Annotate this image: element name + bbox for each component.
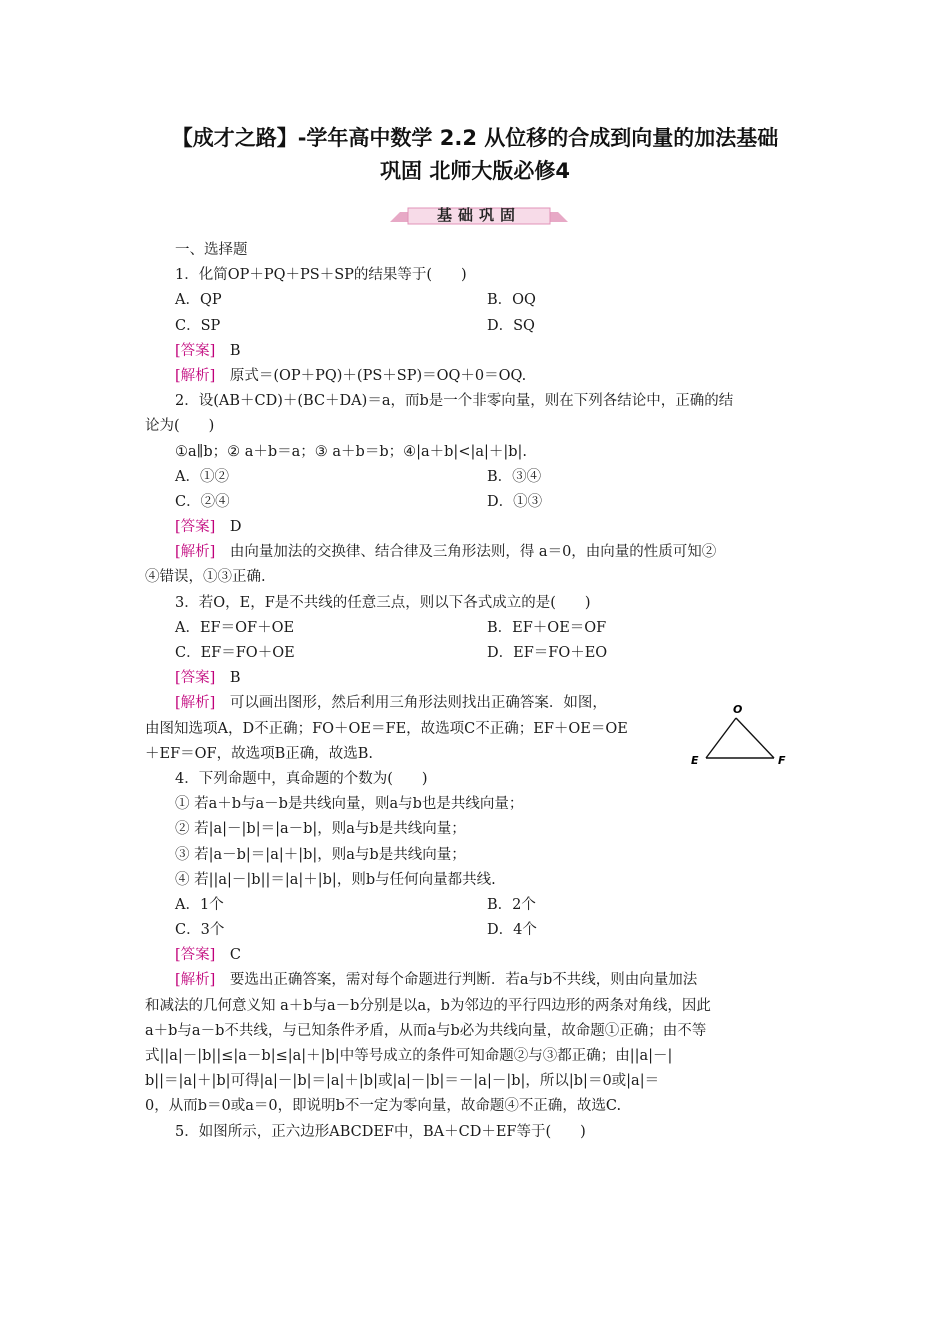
q3-option-d: D．EF＝FO＋EO: [487, 645, 608, 661]
q2-option-d: D．①③: [487, 493, 543, 510]
q3-option-b: B．EF＋OE＝OF: [487, 619, 607, 636]
q4-option-a: A．1个: [175, 896, 224, 913]
section-banner: [390, 206, 568, 226]
q4-options-row-1: [145, 893, 805, 918]
analysis-tag: [解析]: [175, 972, 216, 989]
q4-item-1: ① 若a＋b与a－b是共线向量，则a与b也是共线向量；: [175, 796, 524, 813]
q3-option-c: C．EF＝FO＋OE: [175, 645, 295, 661]
q3-options-row-2: [145, 641, 805, 666]
q2-analysis-text-1: 由向量加法的交换律、结合律及三角形法则，得 a＝0，由向量的性质可知②: [215, 544, 717, 561]
q2-options-row-2: [145, 490, 805, 515]
title-line-2: 巩固 北师大版必修4: [380, 159, 570, 183]
answer-tag: [答案]: [175, 519, 216, 536]
q4-analysis-line-5: b||＝|a|＋|b|可得|a|－|b|＝|a|＋|b|或|a|－|b|＝－|a|－|b|，所以|b|＝0或|a|＝: [145, 1073, 660, 1090]
q2-stem-line-1: 2．设(AB＋CD)＋(BC＋DA)＝a，而b是一个非零向量，则在下列各结论中，正确的结: [175, 393, 734, 410]
q4-analysis-line-2: 和减法的几何意义知 a＋b与a－b分别是以a，b为邻边的平行四边形的两条对角线，因此: [145, 997, 711, 1014]
q4-analysis-text-1: 要选出正确答案，需对每个命题进行判断．若a与b不共线，则由向量加法: [215, 972, 698, 989]
q2-analysis-line-2: ④错误，①③正确.: [145, 569, 266, 586]
q4-analysis-line-1: [145, 968, 805, 993]
q5-stem: 5．如图所示，正六边形ABCDEF中，BA＋CD＋EF等于( ): [175, 1123, 586, 1140]
q3-analysis-line-3: ＋EF＝OF，故选项B正确，故选B.: [145, 745, 374, 762]
q4-stem: 4．下列命题中，真命题的个数为( ): [175, 770, 428, 787]
q4-analysis-line-4: 式||a|－|b||≤|a－b|≤|a|＋|b|中等号成立的条件可知命题②与③都正确；由||a|－|: [145, 1048, 673, 1064]
q1-options-row-2: [145, 314, 805, 339]
q4-option-b: B．2个: [487, 896, 536, 913]
triangle-edge-oe: [706, 718, 736, 758]
q4-item-3: ③ 若|a－b|＝|a|＋|b|，则a与b是共线向量；: [175, 846, 466, 863]
section-heading: 一、选择题: [175, 242, 248, 258]
q2-stem-line-2: 论为( ): [145, 418, 215, 435]
q3-triangle-figure: [688, 700, 793, 772]
q2-option-a: A．①②: [175, 468, 229, 485]
q1-option-a: A．QP: [175, 292, 222, 309]
q4-answer-value: C: [215, 947, 241, 964]
analysis-tag: [解析]: [175, 695, 216, 712]
q1-answer: [145, 339, 805, 364]
q1-analysis: [145, 364, 805, 389]
q4-option-d: D．4个: [487, 922, 537, 939]
q4-option-c: C．3个: [175, 922, 225, 939]
analysis-tag: [解析]: [175, 367, 216, 384]
q2-option-b: B．③④: [487, 468, 542, 485]
banner-text: 基础巩固: [436, 206, 521, 224]
answer-tag: [答案]: [175, 947, 216, 964]
q4-item-2: ② 若|a|－|b|＝|a－b|，则a与b是共线向量；: [175, 821, 466, 838]
q3-analysis-line-2: 由图知选项A，D不正确；FO＋OE＝FE，故选项C不正确；EF＋OE＝OE: [145, 720, 628, 737]
q4-analysis-line-3: a＋b与a－b不共线，与已知条件矛盾，从而a与b必为共线向量，故命题①正确；由不等: [145, 1022, 707, 1039]
q2-analysis-line-1: [145, 540, 805, 565]
q3-answer: [145, 666, 805, 691]
answer-tag: [答案]: [175, 670, 216, 687]
q3-answer-value: B: [215, 670, 241, 687]
q2-answer-value: D: [215, 519, 242, 536]
q3-options-row-1: [145, 616, 805, 641]
vertex-label-o: O: [733, 703, 743, 716]
vertex-label-e: E: [691, 754, 699, 767]
q1-analysis-text: 原式＝(OP＋PQ)＋(PS＋SP)＝OQ＋0＝OQ.: [215, 367, 527, 384]
q4-analysis-line-6: 0，从而b＝0或a＝0，即说明b不一定为零向量，故命题④不正确，故选C.: [145, 1098, 622, 1115]
q1-option-c: C．SP: [175, 317, 221, 334]
vertex-label-f: F: [778, 754, 786, 767]
q4-answer: [145, 943, 805, 968]
q3-analysis-text-1: 可以画出图形，然后利用三角形法则找出正确答案．如图，: [215, 695, 607, 712]
title-line-1: 【成才之路】-学年高中数学 2.2 从位移的合成到向量的加法基础: [171, 126, 779, 150]
q4-options-row-2: [145, 918, 805, 943]
q4-item-4: ④ 若||a|－|b||＝|a|＋|b|，则b与任何向量都共线.: [175, 871, 496, 888]
analysis-tag: [解析]: [175, 544, 216, 561]
q1-answer-value: B: [215, 342, 241, 359]
q2-options-row-1: [145, 465, 805, 490]
q2-option-c: C．②④: [175, 493, 230, 510]
q2-answer: [145, 515, 805, 540]
q1-option-d: D．SQ: [487, 317, 535, 334]
page-title: [60, 122, 890, 188]
q1-options-row-1: [145, 288, 805, 313]
q3-stem: 3．若O，E，F是不共线的任意三点，则以下各式成立的是( ): [175, 594, 591, 611]
triangle-edge-of: [736, 718, 774, 758]
document-body: [145, 238, 805, 1145]
answer-tag: [答案]: [175, 342, 216, 359]
q3-option-a: A．EF＝OF＋OE: [175, 619, 295, 636]
q2-conditions: ①a∥b；② a＋b＝a；③ a＋b＝b；④|a＋b|<|a|＋|b|.: [175, 443, 528, 460]
q1-stem: 1．化简OP＋PQ＋PS＋SP的结果等于( ): [175, 267, 467, 284]
q1-option-b: B．OQ: [487, 292, 536, 309]
